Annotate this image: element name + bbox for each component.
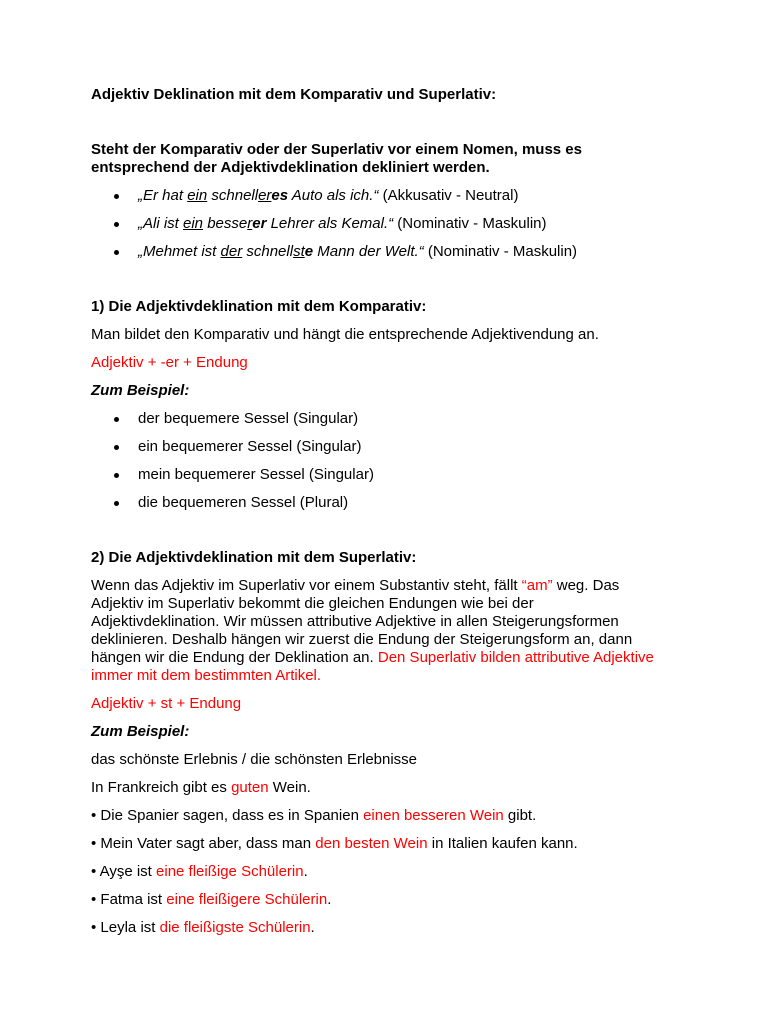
section-1-heading: 1) Die Adjektivdeklination mit dem Komparativ: [91, 298, 427, 315]
section-2-paragraph-line-1: Wenn das Adjektiv im Superlativ vor einem Substantiv steht, fällt “am” weg. Das [91, 577, 620, 594]
comparative-example-1: der bequemere Sessel (Singular) [138, 410, 359, 427]
example-sentence-1: „Er hat ein schnelleres Auto als ich.“ (Akkusativ - Neutral) [138, 187, 519, 204]
intro-line-1: Steht der Komparativ oder der Superlativ vor einem Nomen, muss es [91, 141, 582, 158]
section-2-heading: 2) Die Adjektivdeklination mit dem Superlativ: [91, 549, 417, 566]
section-2-paragraph-line-5: hängen wir die Endung der Deklination an. Den Superlativ bilden attributive Adjektive [91, 649, 654, 666]
superlative-example-6: • Fatma ist eine fleißigere Schülerin. [91, 891, 332, 908]
document-title: Adjektiv Deklination mit dem Komparativ und Superlativ: [91, 86, 497, 103]
superlative-example-5: • Ayşe ist eine fleißige Schülerin. [91, 863, 308, 880]
bullet-icon [114, 473, 119, 478]
bullet-icon [114, 417, 119, 422]
bullet-icon [114, 501, 119, 506]
bullet-icon [114, 445, 119, 450]
superlative-example-1: das schönste Erlebnis / die schönsten Erlebnisse [91, 751, 418, 768]
intro-line-2: entsprechend der Adjektivdeklination dekliniert werden. [91, 159, 490, 176]
bullet-icon [114, 222, 119, 227]
section-1-formula: Adjektiv + -er + Endung [91, 354, 248, 371]
section-2-paragraph-line-3: Adjektivdeklination. Wir müssen attributive Adjektive in allen Steigerungsformen [91, 613, 619, 630]
section-2-example-label: Zum Beispiel: [91, 723, 190, 740]
section-2-paragraph-line-2: Adjektiv im Superlativ bekommt die gleichen Endungen wie bei der [91, 595, 534, 612]
example-sentence-2: „Ali ist ein besserer Lehrer als Kemal.“ (Nominativ - Maskulin) [138, 215, 547, 232]
section-2-paragraph-line-6: immer mit dem bestimmten Artikel. [91, 667, 322, 684]
section-2-formula: Adjektiv + st + Endung [91, 695, 242, 712]
comparative-example-4: die bequemeren Sessel (Plural) [138, 494, 349, 511]
superlative-example-3: • Die Spanier sagen, dass es in Spanien einen besseren Wein gibt. [91, 807, 537, 824]
example-sentence-3: „Mehmet ist der schnellste Mann der Welt.“ (Nominativ - Maskulin) [138, 243, 578, 260]
section-2-paragraph-line-4: deklinieren. Deshalb hängen wir zuerst die Endung der Steigerungsform an, dann [91, 631, 633, 648]
comparative-example-3: mein bequemerer Sessel (Singular) [138, 466, 374, 483]
section-1-example-label: Zum Beispiel: [91, 382, 190, 399]
superlative-example-2: In Frankreich gibt es guten Wein. [91, 779, 311, 796]
superlative-example-4: • Mein Vater sagt aber, dass man den besten Wein in Italien kaufen kann. [91, 835, 578, 852]
comparative-example-2: ein bequemerer Sessel (Singular) [138, 438, 362, 455]
superlative-example-7: • Leyla ist die fleißigste Schülerin. [91, 919, 315, 936]
bullet-icon [114, 250, 119, 255]
section-1-text: Man bildet den Komparativ und hängt die entsprechende Adjektivendung an. [91, 326, 599, 343]
bullet-icon [114, 194, 119, 199]
